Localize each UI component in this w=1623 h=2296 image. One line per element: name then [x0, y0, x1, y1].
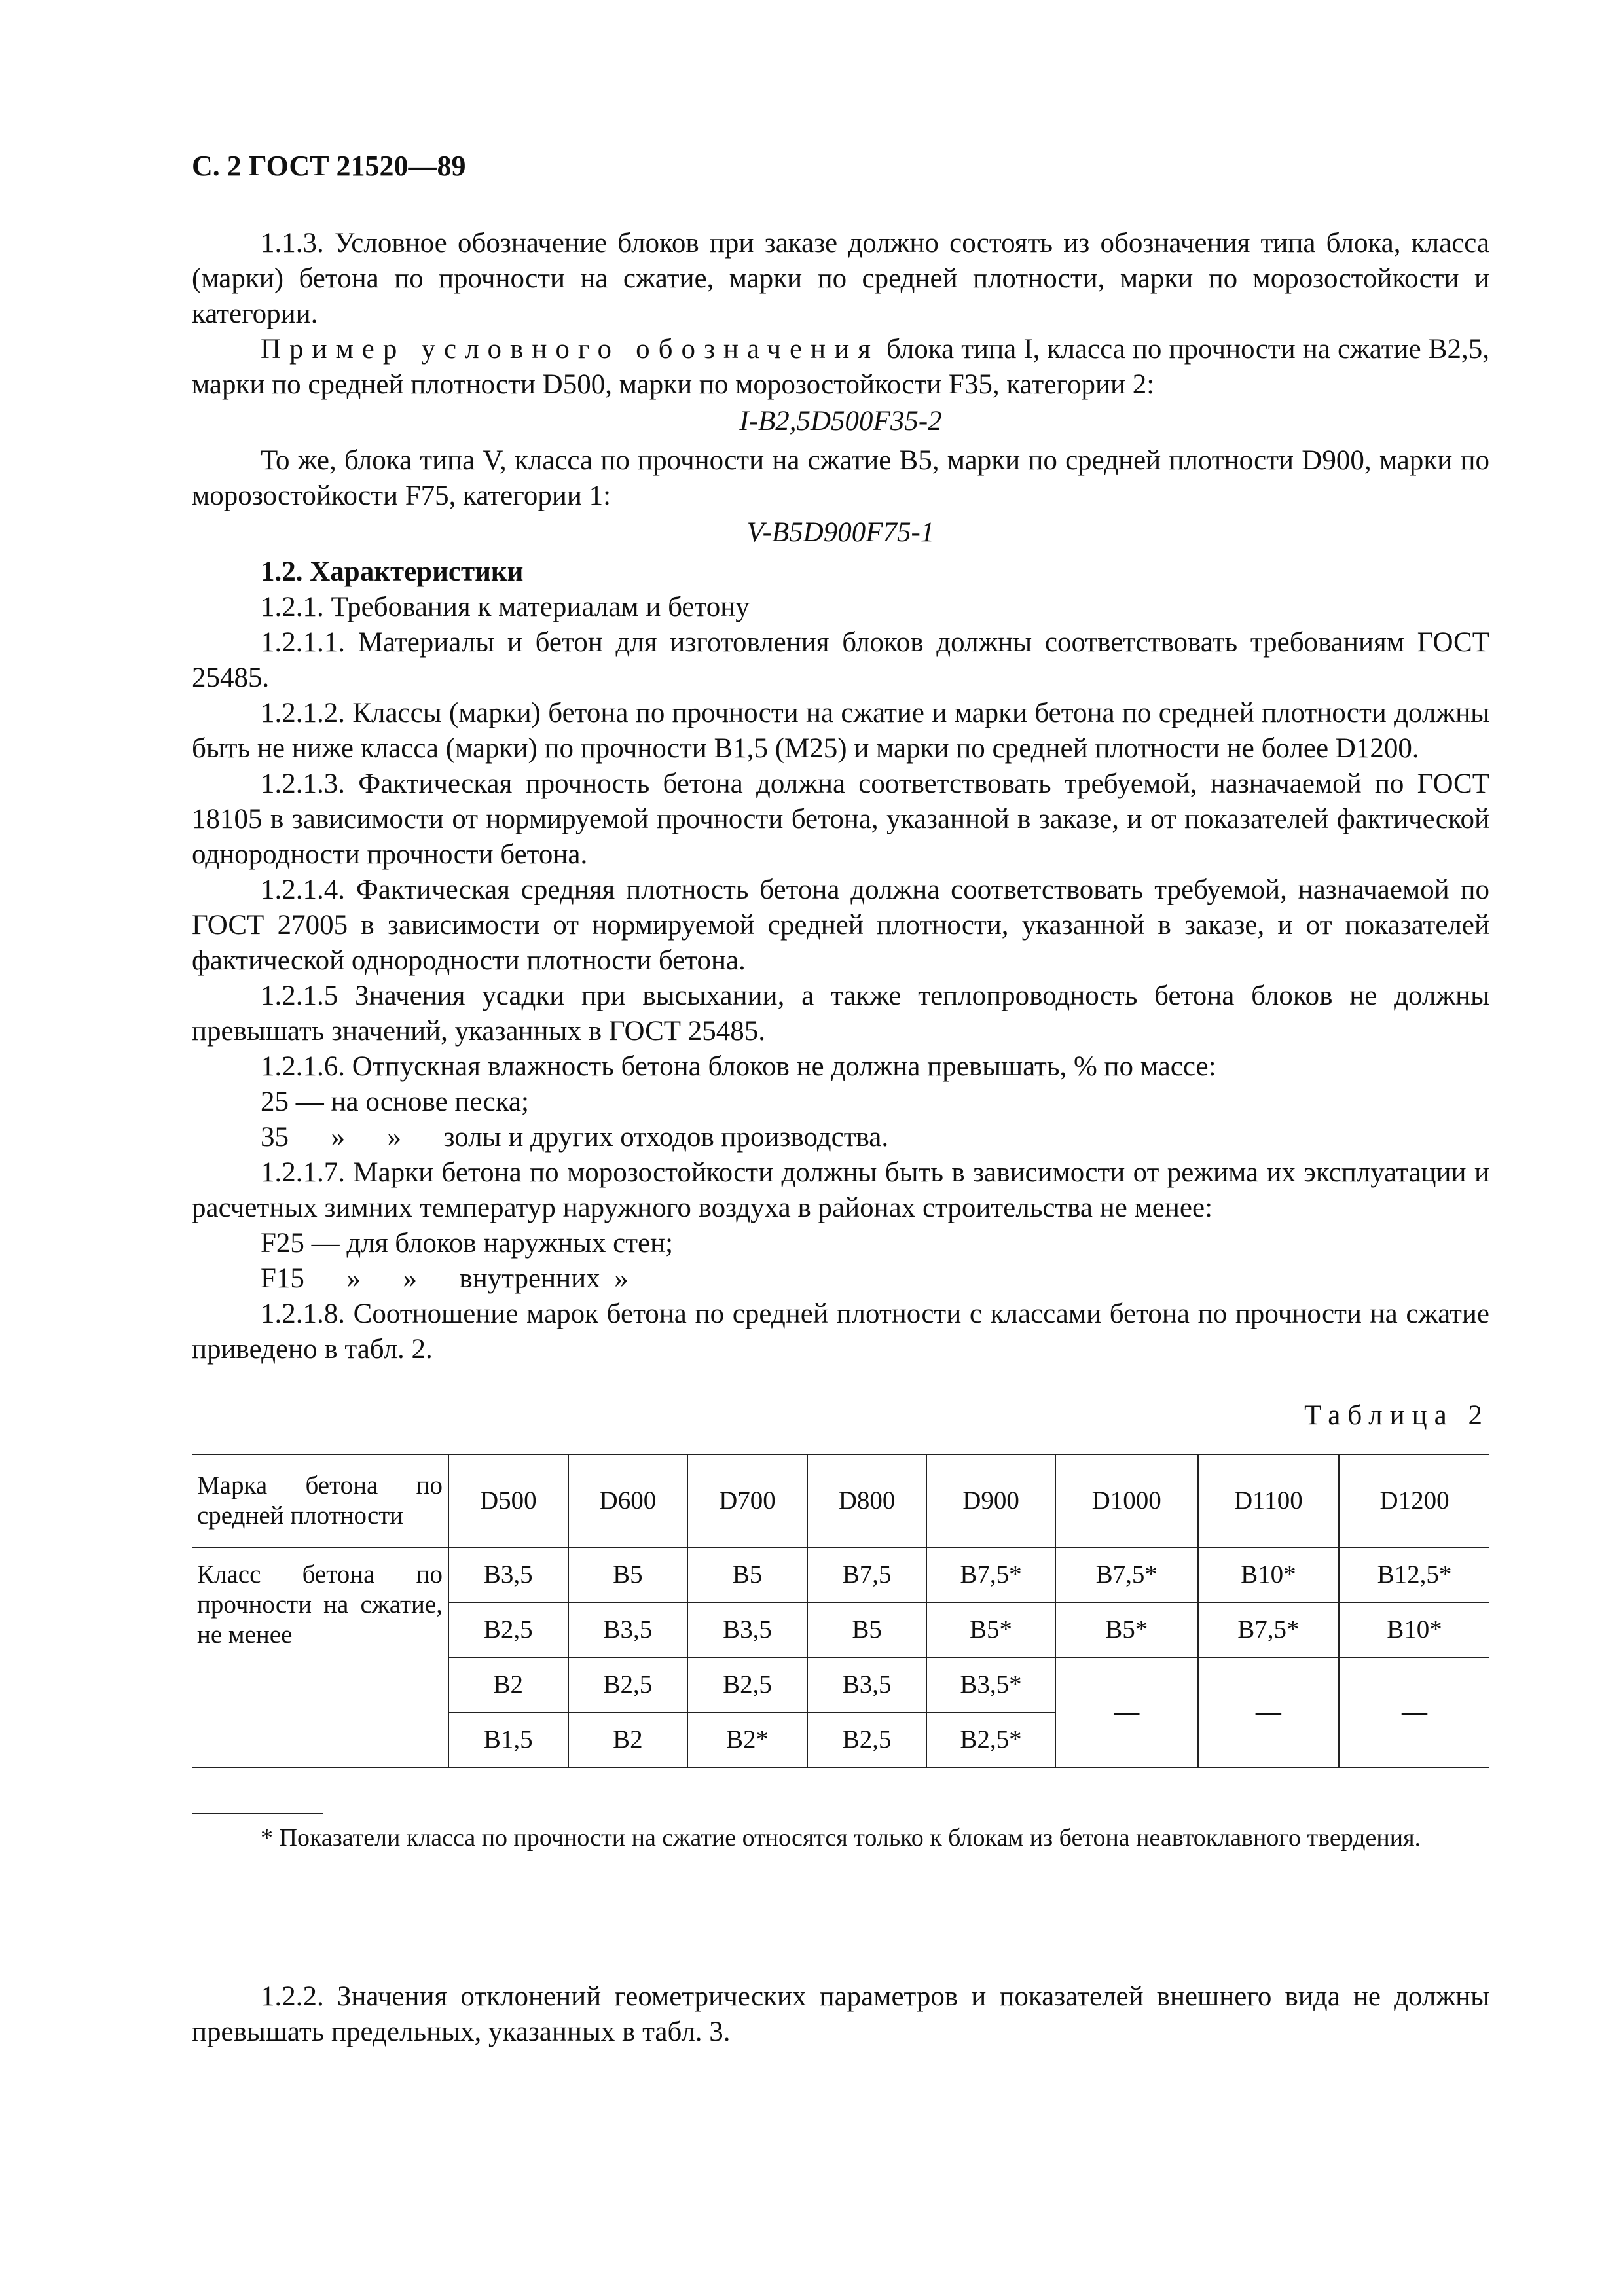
- document-body: [192, 226, 1489, 1367]
- table-cell: В7,5: [807, 1547, 927, 1602]
- table-cell: В3,5: [687, 1602, 807, 1657]
- corner-header-cell: Марка бетона по средней плотности: [192, 1454, 448, 1547]
- example-code-1: I-B2,5D500F35-2: [739, 406, 942, 437]
- paragraph-1-2-1-2: 1.2.1.2. Классы (марки) бетона по прочности на сжатие и марки бетона по средней плотности должны быть не ниже класса (марки) по прочности В1,5 (М25) и марки по средней плотности не более D1200.: [192, 698, 1489, 764]
- table-cell: В3,5: [807, 1657, 927, 1712]
- section-heading-1-2: 1.2. Характеристики: [261, 556, 524, 587]
- example-rest: блока типа I, класса по прочности на сжатие В2,5, марки по средней плотности D500, марки по морозостойкости F35, категории 2:: [192, 334, 1489, 400]
- same-paragraph: То же, блока типа V, класса по прочности на сжатие В5, марки по средней плотности D900, марки по морозостойкости F75, категории 1:: [192, 445, 1489, 511]
- table-cell: В2,5: [807, 1712, 927, 1767]
- table-2: [192, 1454, 1489, 1768]
- table-cell: В3,5: [568, 1602, 688, 1657]
- table-cell: В7,5*: [926, 1547, 1055, 1602]
- column-header: D1200: [1339, 1454, 1489, 1547]
- paragraph-1-2-1-7: 1.2.1.7. Марки бетона по морозостойкости должны быть в зависимости от режима их эксплуатации и расчетных зимних температур наружного воздуха в районах строительства не менее:: [192, 1157, 1489, 1223]
- table-cell: В2,5: [448, 1602, 568, 1657]
- table-cell: В2*: [687, 1712, 807, 1767]
- paragraph-1-2-1-4: 1.2.1.4. Фактическая средняя плотность бетона должна соответствовать требуемой, назначаемой по ГОСТ 27005 в зависимости от нормируемой средней плотности, указанной в заказе, и от показателей фактической однородности плотности бетона.: [192, 874, 1489, 976]
- table-caption: Таблица 2: [1304, 1400, 1489, 1431]
- paragraph-1-2-1-8: 1.2.1.8. Соотношение марок бетона по средней плотности с классами бетона по прочности на сжатие приведено в табл. 2.: [192, 1299, 1489, 1365]
- column-header: D600: [568, 1454, 688, 1547]
- table-cell: В5: [807, 1602, 927, 1657]
- paragraph-1-2-1-5: 1.2.1.5 Значения усадки при высыхании, а также теплопроводность бетона блоков не должны превышать значений, указанных в ГОСТ 25485.: [192, 980, 1489, 1047]
- dash-cell: —: [1198, 1657, 1339, 1767]
- example-code-2: V-B5D900F75-1: [746, 517, 935, 548]
- page-header: С. 2 ГОСТ 21520—89: [192, 150, 466, 182]
- table-cell: В2,5: [568, 1657, 688, 1712]
- table-cell: В7,5*: [1198, 1602, 1339, 1657]
- frost-list-item: F15 » » внутренних »: [261, 1263, 629, 1294]
- table-cell: В5*: [1055, 1602, 1198, 1657]
- paragraph-1-2-1-3: 1.2.1.3. Фактическая прочность бетона должна соответствовать требуемой, назначаемой по ГОСТ 18105 в зависимости от нормируемой прочности бетона, указанной в заказе, и от показателей фактической однородности прочности бетона.: [192, 768, 1489, 870]
- column-header: D800: [807, 1454, 927, 1547]
- table-cell: В2,5*: [926, 1712, 1055, 1767]
- table-cell: В10*: [1339, 1602, 1489, 1657]
- table-cell: В10*: [1198, 1547, 1339, 1602]
- paragraph-1-2-1-1: 1.2.1.1. Материалы и бетон для изготовления блоков должны соответствовать требованиям ГОСТ 25485.: [192, 627, 1489, 693]
- table-cell: В3,5*: [926, 1657, 1055, 1712]
- moisture-list-item: 25 — на основе песка;: [261, 1086, 529, 1117]
- table-cell: В5*: [926, 1602, 1055, 1657]
- footnote: * Показатели класса по прочности на сжатие относятся только к блокам из бетона неавтоклавного твердения.: [261, 1824, 1421, 1852]
- column-header: D900: [926, 1454, 1055, 1547]
- table-row: [192, 1547, 1489, 1602]
- table-cell: В1,5: [448, 1712, 568, 1767]
- dash-cell: —: [1055, 1657, 1198, 1767]
- column-header: D700: [687, 1454, 807, 1547]
- column-header: D1000: [1055, 1454, 1198, 1547]
- table-cell: В2: [568, 1712, 688, 1767]
- example-lead: Пример условного обозначения: [261, 334, 879, 365]
- example-paragraph: [192, 332, 1489, 403]
- table-cell: В5: [568, 1547, 688, 1602]
- column-header: D500: [448, 1454, 568, 1547]
- paragraph-1-1-3: 1.1.3. Условное обозначение блоков при заказе должно состоять из обозначения типа блока, класса (марки) бетона по прочности на сжатие, марки по средней плотности, марки по морозостойкости и категории.: [192, 228, 1489, 329]
- table-header-row: [192, 1454, 1489, 1547]
- row-header-cell: Класс бетона по прочности на сжатие, не менее: [192, 1547, 448, 1767]
- table-cell: В3,5: [448, 1547, 568, 1602]
- frost-list-item: F25 — для блоков наружных стен;: [261, 1228, 674, 1259]
- table-cell: В5: [687, 1547, 807, 1602]
- paragraph-1-2-1: 1.2.1. Требования к материалам и бетону: [261, 592, 750, 622]
- column-header: D1100: [1198, 1454, 1339, 1547]
- footnote-rule: [192, 1813, 323, 1814]
- moisture-list-item: 35 » » золы и других отходов производства.: [261, 1122, 889, 1153]
- paragraph-1-2-1-6: 1.2.1.6. Отпускная влажность бетона блоков не должна превышать, % по массе:: [261, 1051, 1216, 1082]
- table-cell: В12,5*: [1339, 1547, 1489, 1602]
- table-cell: В2,5: [687, 1657, 807, 1712]
- paragraph-1-2-2: 1.2.2. Значения отклонений геометрических параметров и показателей внешнего вида не должны превышать предельных, указанных в табл. 3.: [192, 1981, 1489, 2047]
- dash-cell: —: [1339, 1657, 1489, 1767]
- table-cell: В7,5*: [1055, 1547, 1198, 1602]
- table-cell: В2: [448, 1657, 568, 1712]
